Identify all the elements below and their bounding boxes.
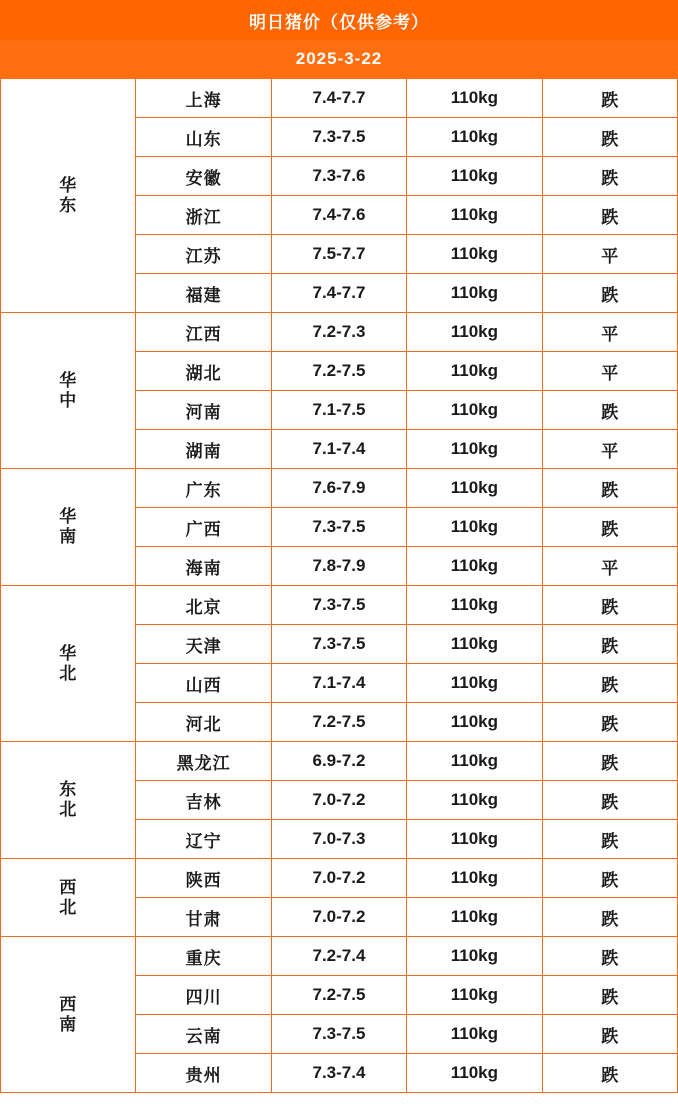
trend-indicator: 跌	[542, 625, 677, 664]
weight-value: 110kg	[407, 781, 542, 820]
price-range: 7.1-7.5	[271, 391, 406, 430]
price-range: 7.4-7.7	[271, 79, 406, 118]
province-name: 贵州	[136, 1054, 271, 1093]
weight-value: 110kg	[407, 157, 542, 196]
trend-indicator: 跌	[542, 586, 677, 625]
price-range: 7.1-7.4	[271, 664, 406, 703]
province-name: 陕西	[136, 859, 271, 898]
province-name: 江西	[136, 313, 271, 352]
price-range: 7.5-7.7	[271, 235, 406, 274]
province-name: 上海	[136, 79, 271, 118]
weight-value: 110kg	[407, 820, 542, 859]
table-row	[1, 469, 678, 508]
region-label	[1, 79, 136, 313]
trend-indicator: 跌	[542, 1015, 677, 1054]
trend-indicator: 跌	[542, 118, 677, 157]
trend-indicator: 跌	[542, 664, 677, 703]
trend-indicator: 跌	[542, 469, 677, 508]
weight-value: 110kg	[407, 391, 542, 430]
region-label-char: 南	[59, 1014, 78, 1034]
price-range: 7.0-7.3	[271, 820, 406, 859]
table-row	[1, 313, 678, 352]
trend-indicator: 平	[542, 430, 677, 469]
province-name: 广东	[136, 469, 271, 508]
weight-value: 110kg	[407, 352, 542, 391]
price-range: 7.0-7.2	[271, 859, 406, 898]
province-name: 浙江	[136, 196, 271, 235]
table-row	[1, 859, 678, 898]
region-label-char: 西	[59, 877, 78, 897]
province-name: 黑龙江	[136, 742, 271, 781]
trend-indicator: 跌	[542, 703, 677, 742]
province-name: 海南	[136, 547, 271, 586]
price-range: 7.8-7.9	[271, 547, 406, 586]
table-row	[1, 742, 678, 781]
trend-indicator: 平	[542, 313, 677, 352]
region-label-char: 东	[59, 195, 78, 215]
region-label-char: 北	[59, 897, 78, 917]
region-label-char: 中	[59, 390, 78, 410]
province-name: 广西	[136, 508, 271, 547]
price-range: 6.9-7.2	[271, 742, 406, 781]
province-name: 山西	[136, 664, 271, 703]
price-range: 7.1-7.4	[271, 430, 406, 469]
price-range: 7.3-7.5	[271, 586, 406, 625]
weight-value: 110kg	[407, 859, 542, 898]
trend-indicator: 跌	[542, 976, 677, 1015]
trend-indicator: 平	[542, 352, 677, 391]
weight-value: 110kg	[407, 898, 542, 937]
province-name: 福建	[136, 274, 271, 313]
weight-value: 110kg	[407, 430, 542, 469]
price-range: 7.2-7.4	[271, 937, 406, 976]
trend-indicator: 跌	[542, 898, 677, 937]
price-range: 7.3-7.6	[271, 157, 406, 196]
region-label-char: 北	[59, 800, 78, 819]
trend-indicator: 跌	[542, 859, 677, 898]
weight-value: 110kg	[407, 742, 542, 781]
weight-value: 110kg	[407, 625, 542, 664]
date-row	[1, 40, 678, 79]
price-range: 7.2-7.3	[271, 313, 406, 352]
trend-indicator: 跌	[542, 781, 677, 820]
trend-indicator: 跌	[542, 196, 677, 235]
region-label	[1, 859, 136, 937]
trend-indicator: 平	[542, 547, 677, 586]
price-range: 7.4-7.7	[271, 274, 406, 313]
table-body	[1, 1, 678, 1093]
trend-indicator: 跌	[542, 742, 677, 781]
region-label-char: 东	[59, 780, 78, 800]
title-row	[1, 1, 678, 40]
province-name: 山东	[136, 118, 271, 157]
price-range: 7.3-7.5	[271, 118, 406, 157]
weight-value: 110kg	[407, 664, 542, 703]
province-name: 北京	[136, 586, 271, 625]
province-name: 四川	[136, 976, 271, 1015]
region-label-char: 华	[59, 370, 78, 390]
province-name: 重庆	[136, 937, 271, 976]
province-name: 江苏	[136, 235, 271, 274]
price-range: 7.3-7.5	[271, 508, 406, 547]
region-label-char: 华	[59, 507, 78, 527]
region-label	[1, 742, 136, 859]
weight-value: 110kg	[407, 703, 542, 742]
province-name: 湖北	[136, 352, 271, 391]
trend-indicator: 跌	[542, 157, 677, 196]
region-label	[1, 586, 136, 742]
province-name: 河南	[136, 391, 271, 430]
trend-indicator: 跌	[542, 508, 677, 547]
page-title: 明日猪价（仅供参考）	[1, 1, 678, 40]
trend-indicator: 平	[542, 235, 677, 274]
weight-value: 110kg	[407, 508, 542, 547]
weight-value: 110kg	[407, 1015, 542, 1054]
province-name: 天津	[136, 625, 271, 664]
table-row	[1, 79, 678, 118]
price-range: 7.0-7.2	[271, 898, 406, 937]
province-name: 甘肃	[136, 898, 271, 937]
price-range: 7.2-7.5	[271, 703, 406, 742]
weight-value: 110kg	[407, 274, 542, 313]
weight-value: 110kg	[407, 547, 542, 586]
weight-value: 110kg	[407, 313, 542, 352]
province-name: 云南	[136, 1015, 271, 1054]
weight-value: 110kg	[407, 79, 542, 118]
price-range: 7.6-7.9	[271, 469, 406, 508]
trend-indicator: 跌	[542, 820, 677, 859]
table-row	[1, 586, 678, 625]
date-label: 2025-3-22	[1, 40, 678, 79]
region-label	[1, 937, 136, 1093]
region-label-char: 南	[59, 527, 78, 546]
price-range: 7.4-7.6	[271, 196, 406, 235]
weight-value: 110kg	[407, 1054, 542, 1093]
weight-value: 110kg	[407, 118, 542, 157]
trend-indicator: 跌	[542, 274, 677, 313]
price-range: 7.3-7.4	[271, 1054, 406, 1093]
region-label-char: 北	[59, 663, 78, 683]
weight-value: 110kg	[407, 196, 542, 235]
price-range: 7.2-7.5	[271, 976, 406, 1015]
province-name: 河北	[136, 703, 271, 742]
weight-value: 110kg	[407, 235, 542, 274]
price-range: 7.3-7.5	[271, 625, 406, 664]
region-label-char: 华	[59, 175, 78, 195]
trend-indicator: 跌	[542, 1054, 677, 1093]
weight-value: 110kg	[407, 937, 542, 976]
province-name: 安徽	[136, 157, 271, 196]
weight-value: 110kg	[407, 976, 542, 1015]
trend-indicator: 跌	[542, 391, 677, 430]
province-name: 吉林	[136, 781, 271, 820]
region-label	[1, 313, 136, 469]
price-range: 7.0-7.2	[271, 781, 406, 820]
price-range: 7.2-7.5	[271, 352, 406, 391]
province-name: 辽宁	[136, 820, 271, 859]
trend-indicator: 跌	[542, 937, 677, 976]
region-label-char: 西	[59, 994, 78, 1014]
region-label-char: 华	[59, 643, 78, 663]
price-range: 7.3-7.5	[271, 1015, 406, 1054]
table-row	[1, 937, 678, 976]
weight-value: 110kg	[407, 469, 542, 508]
trend-indicator: 跌	[542, 79, 677, 118]
region-label	[1, 469, 136, 586]
weight-value: 110kg	[407, 586, 542, 625]
province-name: 湖南	[136, 430, 271, 469]
